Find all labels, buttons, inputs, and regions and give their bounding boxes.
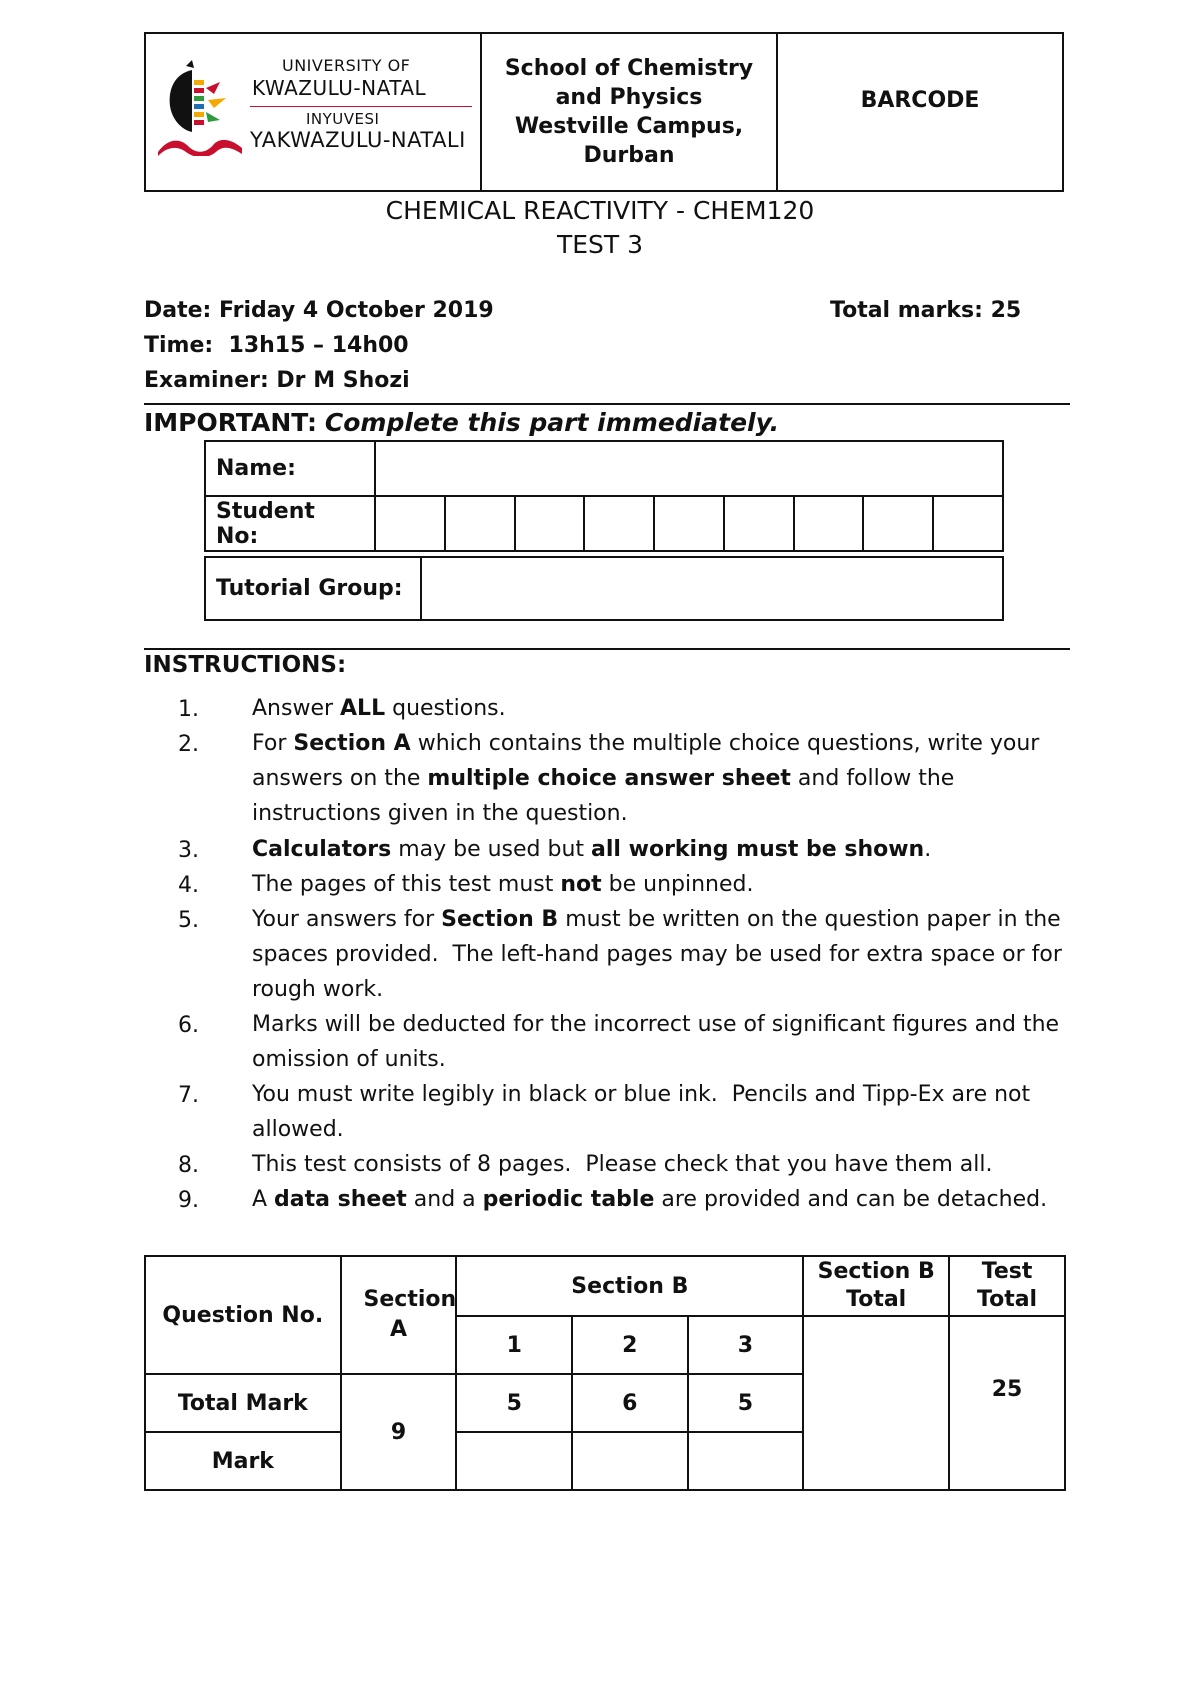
student-no-digit-box[interactable] (375, 496, 445, 551)
logo-line-inyuvesi: INYUVESI (306, 110, 380, 128)
student-no-digit-box[interactable] (515, 496, 585, 551)
barcode-cell (778, 34, 1062, 190)
section-b-q1-header: 1 (456, 1316, 572, 1374)
section-b-total-header (803, 1256, 949, 1316)
student-no-digit-box[interactable] (584, 496, 654, 551)
tutorial-group-row (205, 557, 1003, 620)
instruction-number: 4. (178, 873, 199, 898)
instruction-number: 6. (178, 1013, 199, 1038)
student-no-digit-box[interactable] (794, 496, 864, 551)
test-total-header (949, 1256, 1065, 1316)
section-b-header: Section B (456, 1256, 803, 1316)
name-field[interactable] (375, 441, 1003, 496)
student-no-label: Student No: (205, 496, 375, 551)
school-line-4: Durban (583, 143, 675, 168)
important-text: Complete this part immediately. (324, 408, 780, 437)
section-b-q2-header: 2 (572, 1316, 688, 1374)
instruction-number: 1. (178, 697, 199, 722)
time-line: Time: 13h15 – 14h00 (144, 333, 409, 358)
logo-line-kwazulu-natal: KWAZULU-NATAL (252, 76, 427, 100)
instructions-heading: INSTRUCTIONS: (144, 652, 347, 678)
logo-divider (250, 106, 472, 107)
section-b-total-cell (803, 1316, 949, 1490)
course-title: CHEMICAL REACTIVITY - CHEM120 (385, 196, 815, 225)
instruction-text: A data sheet and a periodic table are provided and can be detached. (252, 1187, 1048, 1212)
instruction-number: 7. (178, 1083, 199, 1108)
student-no-digit-box[interactable] (724, 496, 794, 551)
instruction-text: Calculators may be used but all working must be shown. (252, 837, 932, 862)
instruction-number: 8. (178, 1153, 199, 1178)
section-a-header-text: Section A (363, 1287, 457, 1342)
q3-total-mark: 5 (688, 1374, 804, 1432)
section-b-total-header-text: Section B Total (817, 1259, 935, 1312)
examiner-line: Examiner: Dr M Shozi (144, 368, 410, 393)
instruction-text: This test consists of 8 pages. Please check that you have them all. (252, 1152, 993, 1177)
instruction-text: Marks will be deducted for the incorrect use of significant figures and the omission of units. (252, 1012, 1060, 1072)
student-no-digit-box[interactable] (654, 496, 724, 551)
student-details-table (204, 440, 1004, 552)
divider-rule (144, 403, 1070, 405)
instruction-text: Answer ALL questions. (252, 696, 506, 721)
test-total-cell (949, 1316, 1065, 1490)
test-total-value: 25 (991, 1377, 1023, 1402)
instruction-text: The pages of this test must not be unpinned. (252, 872, 754, 897)
instruction-number: 5. (178, 908, 199, 933)
q1-mark-field[interactable] (456, 1432, 572, 1490)
logo-line-yakwazulu-natali: YAKWAZULU-NATALI (250, 128, 466, 152)
student-no-row (205, 496, 1003, 551)
section-a-header (341, 1256, 457, 1374)
mark-label: Mark (145, 1432, 341, 1490)
school-line-2: and Physics (555, 85, 703, 110)
instruction-text: For Section A which contains the multiple choice questions, write your answers on the multiple choice answer sheet and follow the instructions given in the question. (252, 731, 1040, 826)
total-marks: Total marks: 25 (830, 298, 1022, 323)
tutorial-group-table (204, 556, 1004, 621)
q3-mark-field[interactable] (688, 1432, 804, 1490)
divider-rule (144, 648, 1070, 650)
test-title: TEST 3 (556, 230, 644, 259)
marks-table (144, 1255, 1066, 1491)
university-crest-icon (158, 60, 242, 156)
school-line-3: Westville Campus, (514, 114, 744, 139)
logo-line-university-of: UNIVERSITY OF (282, 56, 411, 75)
tutorial-group-field[interactable] (421, 557, 1003, 620)
student-no-digit-box[interactable] (445, 496, 515, 551)
logo-cell (146, 34, 482, 190)
q2-mark-field[interactable] (572, 1432, 688, 1490)
instruction-text: Your answers for Section B must be written on the question paper in the spaces provided. The left-hand pages may be used for extra space or for rough work. (252, 907, 1062, 1002)
name-label: Name: (205, 441, 375, 496)
important-label: IMPORTANT: (144, 408, 317, 437)
instruction-number: 3. (178, 838, 199, 863)
header-box (144, 32, 1064, 192)
name-row (205, 441, 1003, 496)
instruction-text: You must write legibly in black or blue ink. Pencils and Tipp-Ex are not allowed. (252, 1082, 1031, 1142)
tutorial-group-label: Tutorial Group: (205, 557, 421, 620)
test-total-header-text: Test Total (977, 1259, 1038, 1312)
instruction-number: 9. (178, 1188, 199, 1213)
school-line-1: School of Chemistry (504, 56, 754, 81)
barcode-label: BARCODE (860, 88, 980, 113)
q2-total-mark: 6 (572, 1374, 688, 1432)
student-no-digit-box[interactable] (863, 496, 933, 551)
total-mark-label: Total Mark (145, 1374, 341, 1432)
question-no-header: Question No. (145, 1256, 341, 1374)
important-heading (144, 408, 779, 437)
section-b-q3-header: 3 (688, 1316, 804, 1374)
school-cell (482, 34, 778, 190)
date-line: Date: Friday 4 October 2019 (144, 298, 494, 323)
instruction-number: 2. (178, 732, 199, 757)
student-no-digit-box[interactable] (933, 496, 1003, 551)
section-a-total: 9 (341, 1374, 457, 1490)
q1-total-mark: 5 (456, 1374, 572, 1432)
